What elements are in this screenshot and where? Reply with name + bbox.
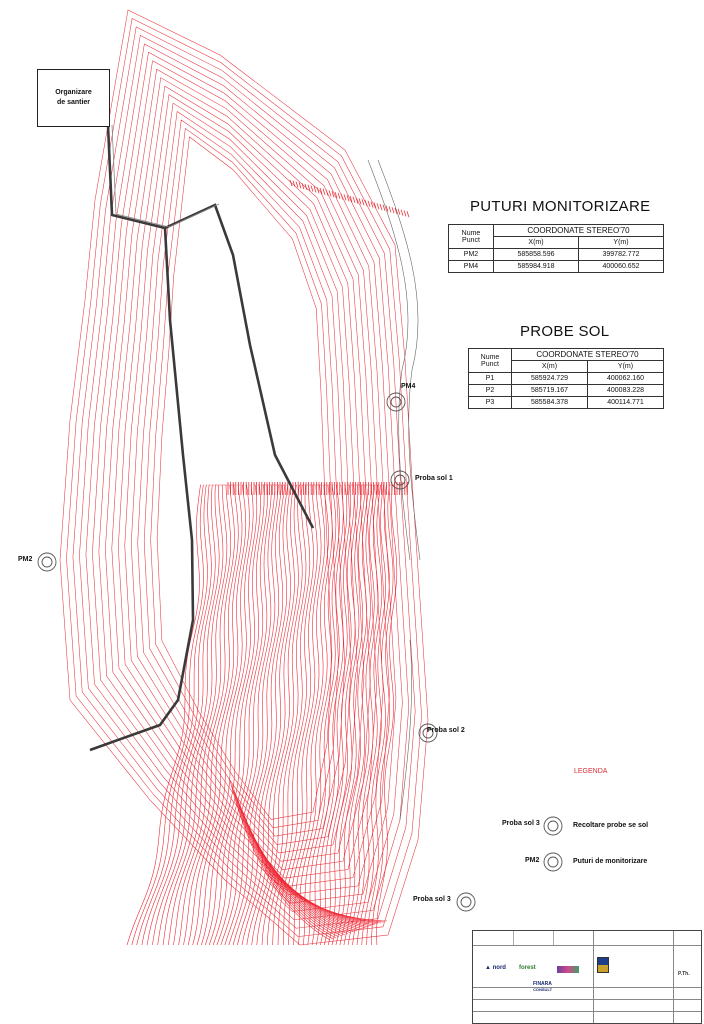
monitoring-row-name: PM2 [449, 249, 494, 261]
hatch-mark [407, 211, 409, 217]
site-box-line2: de santier [56, 99, 91, 106]
hatch-mark [311, 186, 313, 192]
contour-ring [92, 52, 396, 903]
hatch-mark [377, 203, 379, 209]
soil-row-name: P3 [469, 397, 512, 409]
hatch-mark [404, 210, 406, 216]
pm4-label: PM4 [401, 383, 416, 390]
logo-consult: CONSULT [533, 987, 553, 992]
hatch-mark [380, 204, 382, 210]
soil-title: PROBE SOL [520, 323, 610, 340]
dense-contour [147, 485, 215, 945]
hatch-mark [344, 194, 346, 200]
road-edge [112, 125, 219, 227]
monitoring-row-y: 399782.772 [578, 249, 663, 261]
dense-contour [377, 485, 397, 945]
logo-finara: FINARA [533, 981, 552, 987]
crest-icon [597, 957, 609, 973]
slope-hatching [228, 180, 409, 495]
legend-item1-text: Recoltare probe se sol [573, 822, 649, 829]
table-row [449, 261, 664, 273]
pm2-label: PM2 [18, 556, 33, 563]
dense-contour [303, 485, 336, 945]
contour-ring [73, 27, 415, 928]
dense-contour [205, 485, 260, 945]
monitoring-row-y: 400060.652 [578, 261, 663, 273]
soil-header-x: X(m) [512, 361, 588, 373]
road-branch [90, 228, 193, 750]
ptn-label: P.Th. [678, 971, 690, 977]
legend-pm-marker [544, 853, 562, 871]
sol1-label: Proba sol 1 [415, 475, 453, 482]
pm2-marker [38, 553, 56, 571]
hatch-mark [326, 190, 328, 196]
legend-item2-symbol: PM2 [525, 857, 540, 864]
hatch-mark [338, 193, 340, 199]
soil-row-y: 400114.771 [587, 397, 663, 409]
dense-contour [217, 485, 272, 945]
table-row [469, 397, 664, 409]
hatch-mark [299, 182, 301, 188]
title-block [472, 930, 702, 1024]
soil-row-name: P1 [469, 373, 512, 385]
soil-row-x: 585719.167 [512, 385, 588, 397]
monitoring-header-x: X(m) [494, 237, 579, 249]
monitoring-header-y: Y(m) [578, 237, 663, 249]
dense-contour [260, 855, 375, 925]
soil-header-y: Y(m) [587, 361, 663, 373]
contour-lines [60, 10, 428, 945]
sol3-marker [457, 893, 475, 911]
dense-contour [362, 485, 386, 945]
sol2-label: Proba sol 2 [427, 727, 465, 734]
hatch-mark [368, 201, 370, 207]
logo-badge [557, 966, 579, 973]
monitoring-row-x: 585858.596 [494, 249, 579, 261]
monitoring-header-coords: COORDONATE STEREO'70 [494, 225, 664, 237]
soil-header-point: Nume Punct [469, 349, 512, 373]
contour-ring [86, 44, 402, 912]
dense-contour [197, 485, 253, 945]
monitoring-header-point: Nume Punct [449, 225, 494, 249]
monitoring-title: PUTURI MONITORIZARE [470, 198, 651, 215]
road-main [108, 125, 313, 528]
site-organization-box [37, 69, 110, 127]
legend-sol-marker [544, 817, 562, 835]
site-box-line1: Organizare [55, 88, 92, 96]
soil-row-y: 400083.228 [587, 385, 663, 397]
hatch-mark [362, 199, 364, 205]
logo-forest: forest [519, 965, 536, 971]
soil-row-name: P2 [469, 385, 512, 397]
hatch-mark [353, 197, 355, 203]
legend-item1-symbol: Proba sol 3 [502, 820, 540, 827]
monitoring-row-name: PM4 [449, 261, 494, 273]
hatch-mark [302, 183, 304, 189]
hatch-mark [389, 206, 391, 212]
table-row [449, 249, 664, 261]
hatch-mark [329, 190, 331, 196]
logo-nord: ▲ nord [485, 965, 506, 971]
soil-row-x: 585924.729 [512, 373, 588, 385]
soil-row-y: 400062.160 [587, 373, 663, 385]
monitoring-row-x: 585984.918 [494, 261, 579, 273]
table-row [469, 385, 664, 397]
hatch-mark [296, 182, 298, 188]
monitoring-table [448, 224, 664, 273]
access-road [90, 125, 313, 750]
contour-ring [157, 137, 332, 820]
hatch-mark [398, 209, 400, 215]
hatch-mark [401, 210, 403, 216]
soil-header-coords: COORDONATE STEREO'70 [512, 349, 664, 361]
hatch-mark [365, 200, 367, 206]
hatch-mark [392, 207, 394, 213]
sol3-label: Proba sol 3 [413, 896, 451, 903]
legend-item2-text: Puturi de monitorizare [573, 858, 648, 865]
table-row [469, 373, 664, 385]
hatch-mark [323, 189, 325, 195]
hatch-mark [293, 181, 295, 187]
dense-contour [353, 485, 379, 945]
soil-row-x: 585584.378 [512, 397, 588, 409]
soil-table [468, 348, 664, 409]
hatch-mark [341, 194, 343, 200]
legend-title: LEGENDA [574, 768, 608, 775]
